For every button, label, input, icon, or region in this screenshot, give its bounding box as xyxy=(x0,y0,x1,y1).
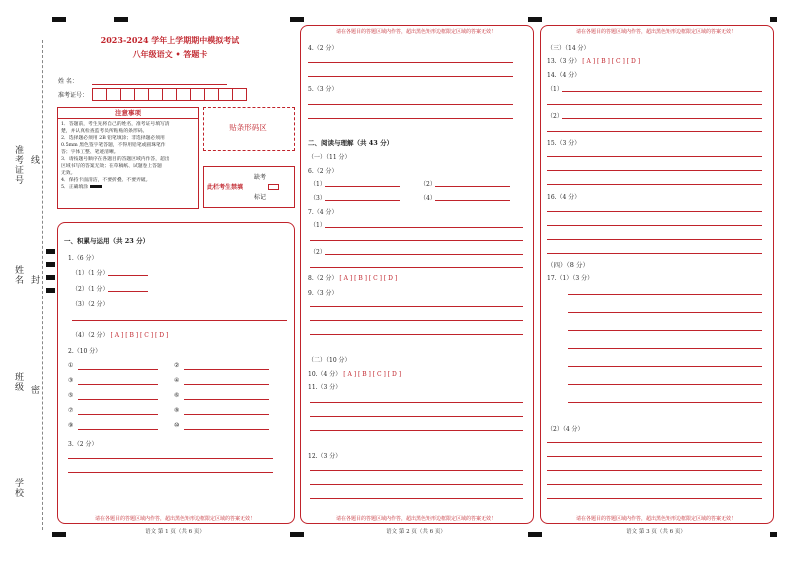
q17-2-line[interactable] xyxy=(547,456,762,457)
section-2-title: 二、阅读与理解（共 43 分） xyxy=(308,139,394,147)
binding-seal-label: 封 xyxy=(29,275,39,285)
q8-options[interactable]: [ A ] [ B ] [ C ] [ D ] xyxy=(339,275,398,282)
circle-1: ① xyxy=(68,362,74,369)
absent-checkbox[interactable] xyxy=(268,184,279,190)
q1-4-options[interactable]: [ A ] [ B ] [ C ] [ D ] xyxy=(110,332,169,339)
q1-1-line[interactable] xyxy=(108,275,148,276)
q1-2-line[interactable] xyxy=(108,291,148,292)
notes-body xyxy=(61,121,195,191)
id-cell[interactable] xyxy=(106,88,121,101)
q17-line[interactable] xyxy=(568,312,762,313)
notes-line: 2．选择题必须用 2B 铅笔填涂；非选择题必须用 xyxy=(61,136,165,141)
sub3-label: （三）（14 分） xyxy=(547,45,590,52)
sub2-label: （二）（10 分） xyxy=(308,357,351,364)
header-note-2: 请在各题目的答题区域内作答，超出黑色矩形边框限定区域的答案无效！ xyxy=(335,29,496,35)
q10-label xyxy=(308,369,401,378)
q1-3-label: （3）（2 分） xyxy=(72,301,109,308)
circle-9: ⑨ xyxy=(68,422,74,429)
q7-part-2: （2） xyxy=(310,249,326,256)
binding-class-label: 班级 xyxy=(13,372,23,392)
q16-line[interactable] xyxy=(547,239,762,240)
notes-line: 3．请按题号顺序在各题目的答题区域内作答，超出 xyxy=(61,157,170,162)
absent-right1: 缺考 xyxy=(254,174,267,181)
id-cell[interactable] xyxy=(190,88,205,101)
circle-8: ⑧ xyxy=(174,407,180,414)
q11-line[interactable] xyxy=(310,416,523,417)
notes-line xyxy=(61,184,195,191)
q2-blank[interactable] xyxy=(78,399,158,400)
q3-label: 3.（2 分） xyxy=(68,441,98,448)
timing-mark xyxy=(46,288,55,293)
q6-line[interactable] xyxy=(325,200,400,201)
q6-line[interactable] xyxy=(435,200,510,201)
exam-title: 2023-2024 学年上学期期中模拟考试 xyxy=(100,35,240,45)
binding-line-label: 线 xyxy=(29,155,39,165)
q17-2-line[interactable] xyxy=(547,498,762,499)
notes-line: 0.5mm 黑色签字笔答题，不得用铅笔或圆珠笔作 xyxy=(61,143,166,148)
q7-line[interactable] xyxy=(325,227,523,228)
name-label: 姓 名： xyxy=(58,78,78,85)
q17-2-line[interactable] xyxy=(547,484,762,485)
sub4-label: （四）（8 分） xyxy=(547,261,589,269)
q2-blank[interactable] xyxy=(78,384,158,385)
q13-label xyxy=(547,56,640,65)
id-cell[interactable] xyxy=(120,88,135,101)
footer-note-2: 请在各题目的答题区域内作答，超出黑色矩形边框限定区域的答案无效！ xyxy=(335,516,496,522)
q8-text: 8.（2 分） xyxy=(308,275,338,282)
q6-part-4: （4） xyxy=(420,195,436,202)
q1-3-line[interactable] xyxy=(72,320,287,321)
q14-label: 14.（4 分） xyxy=(547,72,581,79)
binding-secret-label: 密 xyxy=(29,385,39,395)
footer-note-3: 请在各题目的答题区域内作答，超出黑色矩形边框限定区域的答案无效！ xyxy=(575,516,736,522)
q9-label: 9.（3 分） xyxy=(308,290,338,297)
q12-line[interactable] xyxy=(310,470,523,471)
q11-line[interactable] xyxy=(310,402,523,403)
id-cell[interactable] xyxy=(232,88,247,101)
q7-label: 7.（4 分） xyxy=(308,209,338,216)
q17-1-label: 17.（1）（3 分） xyxy=(547,275,594,282)
q7-line[interactable] xyxy=(325,254,523,255)
q16-line[interactable] xyxy=(547,211,762,212)
q8-label xyxy=(308,273,397,282)
page-number-1: 语文 第 1 页（共 6 页） xyxy=(145,529,205,535)
q11-label: 11.（3 分） xyxy=(308,384,342,391)
q15-line[interactable] xyxy=(547,170,762,171)
q2-blank[interactable] xyxy=(78,369,158,370)
q7-line[interactable] xyxy=(310,267,523,268)
notes-line: 楚，并认真检查监考员所粘贴的条形码。 xyxy=(61,129,148,134)
barcode-label: 贴条形码区 xyxy=(229,123,267,132)
q2-blank[interactable] xyxy=(184,429,269,430)
absent-right2: 标记 xyxy=(254,194,267,201)
id-cell[interactable] xyxy=(162,88,177,101)
q14-line[interactable] xyxy=(562,91,762,92)
q15-label: 15.（3 分） xyxy=(547,140,581,147)
q9-line[interactable] xyxy=(310,320,523,321)
notes-line: 4．保持卡面清洁，不要折叠、不要弄破。 xyxy=(61,178,151,183)
circle-10: ⑩ xyxy=(174,422,180,429)
q1-2-label: （2）（1 分） xyxy=(72,286,109,293)
header-note-3: 请在各题目的答题区域内作答，超出黑色矩形边框限定区域的答案无效！ xyxy=(575,29,736,35)
id-cell[interactable] xyxy=(218,88,233,101)
page-number-2: 语文 第 2 页（共 6 页） xyxy=(386,529,446,535)
id-label: 准考证号： xyxy=(58,92,89,99)
q13-options[interactable]: [ A ] [ B ] [ C ] [ D ] xyxy=(582,58,641,65)
binding-id-label: 准考证号 xyxy=(13,145,23,185)
q2-blank[interactable] xyxy=(78,414,158,415)
q2-blank[interactable] xyxy=(184,384,269,385)
q15-line[interactable] xyxy=(547,156,762,157)
q14-line[interactable] xyxy=(547,104,762,105)
fill-sample-mark xyxy=(90,185,102,188)
id-cells[interactable] xyxy=(92,88,246,101)
notes-line: 区域书写的答案无效；在草稿纸、试题卷上答题 xyxy=(61,164,162,169)
q5-label: 5.（3 分） xyxy=(308,86,338,93)
q11-line[interactable] xyxy=(310,430,523,431)
q4-label: 4.（2 分） xyxy=(308,45,338,52)
notes-line: 1．答题前，考生先将自己的姓名，准考证号填写清 xyxy=(61,122,170,127)
q14-line[interactable] xyxy=(562,118,762,119)
q17-line[interactable] xyxy=(568,366,762,367)
q14-line[interactable] xyxy=(547,131,762,132)
circle-3: ③ xyxy=(68,377,74,384)
q14-part-2: （2） xyxy=(547,113,563,120)
q2-blank[interactable] xyxy=(184,399,269,400)
id-cell[interactable] xyxy=(92,88,107,101)
q2-label: 2.（10 分） xyxy=(68,348,102,355)
q15-line[interactable] xyxy=(547,184,762,185)
binding-line xyxy=(42,40,43,530)
q17-line[interactable] xyxy=(568,402,762,403)
q7-part-1: （1） xyxy=(310,222,326,229)
q6-part-1: （1） xyxy=(310,181,326,188)
q6-line[interactable] xyxy=(325,186,400,187)
q6-label: 6.（2 分） xyxy=(308,168,338,175)
binding-school-label: 学校 xyxy=(13,478,23,498)
circle-5: ⑤ xyxy=(68,392,74,399)
q2-blank[interactable] xyxy=(184,414,269,415)
notes-line: 无效。 xyxy=(61,171,76,176)
q4-line[interactable] xyxy=(308,62,513,63)
notes-panel xyxy=(57,107,199,209)
q1-1-label: （1）（1 分） xyxy=(72,270,109,277)
q9-line[interactable] xyxy=(310,334,523,335)
id-cell[interactable] xyxy=(176,88,191,101)
circle-7: ⑦ xyxy=(68,407,74,414)
q12-line[interactable] xyxy=(310,484,523,485)
id-cell[interactable] xyxy=(134,88,149,101)
timing-mark xyxy=(46,249,55,254)
q17-line[interactable] xyxy=(568,348,762,349)
absent-label: 此栏考生禁填 xyxy=(207,184,244,191)
q17-2-label: （2）（4 分） xyxy=(547,426,584,433)
binding-name-label: 姓名 xyxy=(13,265,23,285)
q12-line[interactable] xyxy=(310,498,523,499)
q17-line[interactable] xyxy=(568,294,762,295)
q7-line[interactable] xyxy=(310,240,523,241)
circle-2: ② xyxy=(174,362,180,369)
timing-mark xyxy=(528,17,542,22)
notes-line-text: 5．正确填涂 xyxy=(61,185,89,190)
q14-part-1: （1） xyxy=(547,86,563,93)
exam-subtitle: 八年级语文 • 答题卡 xyxy=(132,49,208,59)
q2-blank[interactable] xyxy=(184,369,269,370)
q17-2-line[interactable] xyxy=(547,442,762,443)
q12-label: 12.（3 分） xyxy=(308,453,342,460)
q4-line[interactable] xyxy=(308,76,513,77)
q1-4-text: （4）（2 分） xyxy=(72,332,109,339)
timing-mark xyxy=(290,17,304,22)
q1-label: 1.（6 分） xyxy=(68,255,98,262)
circle-4: ④ xyxy=(174,377,180,384)
q6-part-3: （3） xyxy=(310,195,326,202)
q16-line[interactable] xyxy=(547,253,762,254)
q1-4-label xyxy=(72,330,168,339)
timing-mark xyxy=(770,17,777,22)
q10-text: 10.（4 分） xyxy=(308,371,342,378)
q16-line[interactable] xyxy=(547,225,762,226)
q3-line[interactable] xyxy=(68,458,273,459)
sub1-label: （一）（11 分） xyxy=(308,154,351,161)
q6-line[interactable] xyxy=(435,186,510,187)
name-field[interactable] xyxy=(92,84,227,85)
q13-text: 13.（3 分） xyxy=(547,58,581,65)
id-cell[interactable] xyxy=(204,88,219,101)
page-number-3: 语文 第 3 页（共 6 页） xyxy=(626,529,686,535)
section-1-title: 一、积累与运用（共 23 分） xyxy=(64,237,150,245)
timing-mark xyxy=(46,275,55,280)
timing-mark xyxy=(114,17,128,22)
id-cell[interactable] xyxy=(148,88,163,101)
notes-title: 注意事项 xyxy=(58,108,198,119)
footer-note-1: 请在各题目的答题区域内作答，超出黑色矩形边框限定区域的答案无效！ xyxy=(94,516,255,522)
timing-mark xyxy=(52,17,66,22)
notes-line: 答；字体工整、笔迹清晰。 xyxy=(61,150,119,155)
q17-2-line[interactable] xyxy=(547,470,762,471)
q16-label: 16.（4 分） xyxy=(547,194,581,201)
q17-line[interactable] xyxy=(568,330,762,331)
timing-mark xyxy=(46,262,55,267)
q6-part-2: （2） xyxy=(420,181,436,188)
q2-blank[interactable] xyxy=(78,429,158,430)
q5-line[interactable] xyxy=(308,118,513,119)
q17-line[interactable] xyxy=(568,384,762,385)
q5-line[interactable] xyxy=(308,104,513,105)
q3-line[interactable] xyxy=(68,472,273,473)
q10-options[interactable]: [ A ] [ B ] [ C ] [ D ] xyxy=(343,371,402,378)
circle-6: ⑥ xyxy=(174,392,180,399)
q9-line[interactable] xyxy=(310,306,523,307)
